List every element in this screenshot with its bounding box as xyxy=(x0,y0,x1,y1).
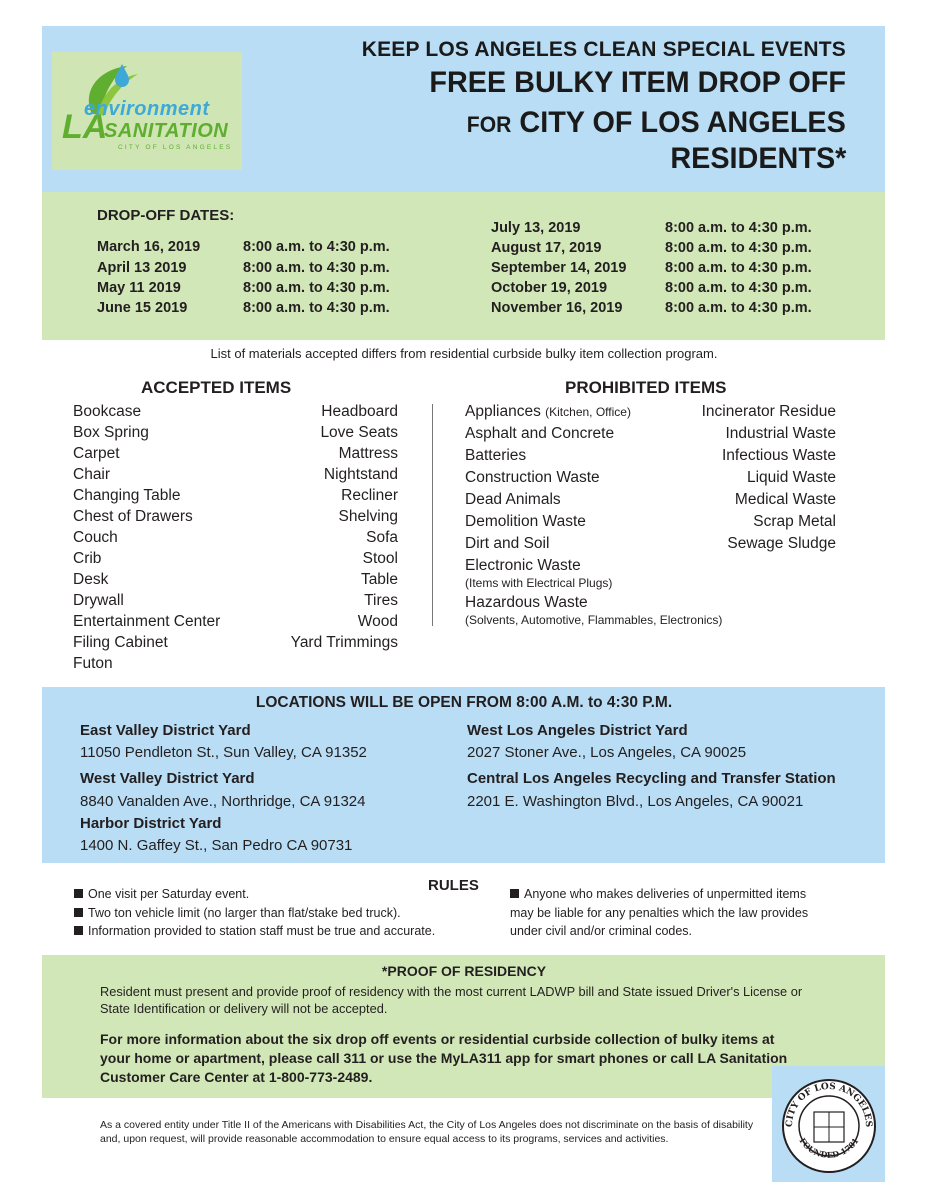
list-item: Chair xyxy=(73,466,111,483)
list-item: Incinerator Residue xyxy=(701,403,836,420)
list-item: Construction Waste xyxy=(465,469,600,486)
location-name: East Valley District Yard xyxy=(80,722,251,739)
list-item: Hazardous Waste xyxy=(465,594,588,611)
list-item: Tires xyxy=(364,592,398,609)
rule-item: Two ton vehicle limit (no larger than flat/stake bed truck). xyxy=(74,906,401,920)
list-item: Stool xyxy=(362,550,398,567)
header-residents: RESIDENTS* xyxy=(669,142,846,175)
location-name: West Los Angeles District Yard xyxy=(467,722,688,739)
list-item: Demolition Waste xyxy=(465,513,586,530)
list-item: Crib xyxy=(73,550,102,567)
list-item: Table xyxy=(360,571,398,588)
header-for: FOR xyxy=(466,112,512,137)
list-item: Yard Trimmings xyxy=(290,634,398,651)
location-address: 2027 Stoner Ave., Los Angeles, CA 90025 xyxy=(467,744,747,761)
accepted-items-right-list xyxy=(250,401,398,653)
list-item: Sofa xyxy=(366,529,398,546)
rules-heading: RULES xyxy=(428,877,479,894)
items-divider xyxy=(432,404,433,626)
location-address: 1400 N. Gaffey St., San Pedro CA 90731 xyxy=(80,837,353,854)
list-item: Headboard xyxy=(321,403,398,420)
logo-la-text: LA xyxy=(62,108,108,146)
bullet-square-icon xyxy=(74,908,83,917)
location-name: Central Los Angeles Recycling and Transfer Station xyxy=(467,770,836,787)
dates-title: DROP-OFF DATES: xyxy=(97,207,235,224)
list-item: Wood xyxy=(357,613,398,630)
header-title: FREE BULKY ITEM DROP OFF xyxy=(429,66,846,99)
list-item: Dirt and Soil xyxy=(465,535,550,552)
seal-bottom-text: FOUNDED 1781 xyxy=(797,1135,861,1160)
list-item: Electronic Waste xyxy=(465,557,581,574)
list-item: Chest of Drawers xyxy=(73,508,193,525)
rule-item: One visit per Saturday event. xyxy=(74,887,249,901)
list-item-note: (Solvents, Automotive, Flammables, Electronics) xyxy=(465,613,723,627)
bullet-square-icon xyxy=(74,926,83,935)
list-item: Nightstand xyxy=(323,466,398,483)
rule-item: Anyone who makes deliveries of unpermitted items xyxy=(510,887,806,901)
list-item: Desk xyxy=(73,571,109,588)
locations-heading: LOCATIONS WILL BE OPEN FROM 8:00 A.M. to 4:30 P.M. xyxy=(255,694,673,711)
header-city: CITY OF LOS ANGELES xyxy=(519,106,846,139)
list-item: Love Seats xyxy=(320,424,398,441)
list-item: Futon xyxy=(73,655,113,672)
date-row: November 16, 2019 8:00 a.m. to 4:30 p.m. xyxy=(491,300,812,316)
header-subtitle: KEEP LOS ANGELES CLEAN SPECIAL EVENTS xyxy=(361,38,846,61)
proof-text: Resident must present and provide proof of residency with the most current LADWP bill and State issued Driver's License or State Identification or delivery will not be accepted. xyxy=(100,984,803,1016)
bullet-square-icon xyxy=(510,889,519,898)
list-item: Drywall xyxy=(73,592,124,609)
list-item: Dead Animals xyxy=(465,491,561,508)
header-title-line3 xyxy=(467,106,846,140)
ada-footer: As a covered entity under Title II of the Americans with Disabilities Act, the City of Los Angeles does not discriminate on the basis of disability and, upon request, will provide reasonable accommodation to ensure equal access to its programs, services and activities. xyxy=(100,1119,754,1145)
list-item: Medical Waste xyxy=(734,491,836,508)
materials-intro: List of materials accepted differs from residential curbside bulky item collection program. xyxy=(210,346,718,361)
list-item: Industrial Waste xyxy=(725,425,836,442)
rule-item: Information provided to station staff must be true and accurate. xyxy=(74,924,435,938)
location-address: 11050 Pendleton St., Sun Valley, CA 91352 xyxy=(80,744,367,761)
list-item: Bookcase xyxy=(73,403,142,420)
accepted-items-heading: ACCEPTED ITEMS xyxy=(141,378,292,397)
list-item: Shelving xyxy=(338,508,398,525)
list-item: Filing Cabinet xyxy=(73,634,168,651)
list-item: Entertainment Center xyxy=(73,613,221,630)
date-row: October 19, 2019 8:00 a.m. to 4:30 p.m. xyxy=(491,280,812,296)
prohibited-items-heading: PROHIBITED ITEMS xyxy=(565,378,727,397)
list-item: Sewage Sludge xyxy=(727,535,836,552)
list-item: Scrap Metal xyxy=(753,513,836,530)
logo-city-text: CITY OF LOS ANGELES xyxy=(118,144,233,151)
list-item: Liquid Waste xyxy=(746,469,836,486)
list-item-note: (Items with Electrical Plugs) xyxy=(465,576,613,590)
date-row: May 11 2019 8:00 a.m. to 4:30 p.m. xyxy=(97,280,390,296)
location-address: 8840 Vanalden Ave., Northridge, CA 91324 xyxy=(80,793,366,810)
more-info-text: For more information about the six drop off events or residential curbside collection of bulky items at your home or apartment, please call 311 or use the MyLA311 app for smart phones or call LA Sanitation Customer Care Center at 1-800-773-2489. xyxy=(100,1031,788,1085)
list-item: Appliances (Kitchen, Office) xyxy=(465,403,631,420)
list-item: Asphalt and Concrete xyxy=(465,425,615,442)
prohibited-items-right-list xyxy=(660,401,836,554)
list-item: Batteries xyxy=(465,447,527,464)
logo-environment-text: environment xyxy=(84,98,210,120)
list-item: Recliner xyxy=(341,487,398,504)
list-item: Mattress xyxy=(338,445,398,462)
date-row: March 16, 2019 8:00 a.m. to 4:30 p.m. xyxy=(97,239,390,255)
proof-heading: *PROOF OF RESIDENCY xyxy=(381,963,547,979)
rule-item-line: under civil and/or criminal codes. xyxy=(510,924,693,938)
location-address: 2201 E. Washington Blvd., Los Angeles, CA 90021 xyxy=(467,793,804,810)
city-seal xyxy=(772,1066,885,1182)
location-name: West Valley District Yard xyxy=(80,770,255,787)
date-row: June 15 2019 8:00 a.m. to 4:30 p.m. xyxy=(97,300,390,316)
bullet-square-icon xyxy=(74,889,83,898)
logo-sanitation-text: SANITATION xyxy=(104,120,229,142)
seal-top-text: CITY OF LOS ANGELES xyxy=(784,1081,874,1128)
list-item: Box Spring xyxy=(73,424,149,441)
city-seal-icon xyxy=(772,1066,885,1182)
rule-item-line: may be liable for any penalties which the law provides xyxy=(510,906,809,920)
list-item: Infectious Waste xyxy=(721,447,836,464)
accepted-items-left-list xyxy=(73,401,220,674)
list-item: Changing Table xyxy=(73,487,181,504)
date-row: July 13, 2019 8:00 a.m. to 4:30 p.m. xyxy=(491,220,812,236)
date-row: August 17, 2019 8:00 a.m. to 4:30 p.m. xyxy=(491,240,812,256)
location-name: Harbor District Yard xyxy=(80,815,222,832)
list-item: Carpet xyxy=(73,445,120,462)
date-row: September 14, 2019 8:00 a.m. to 4:30 p.m. xyxy=(491,260,812,276)
list-item: Couch xyxy=(73,529,118,546)
date-row: April 13 2019 8:00 a.m. to 4:30 p.m. xyxy=(97,260,390,276)
